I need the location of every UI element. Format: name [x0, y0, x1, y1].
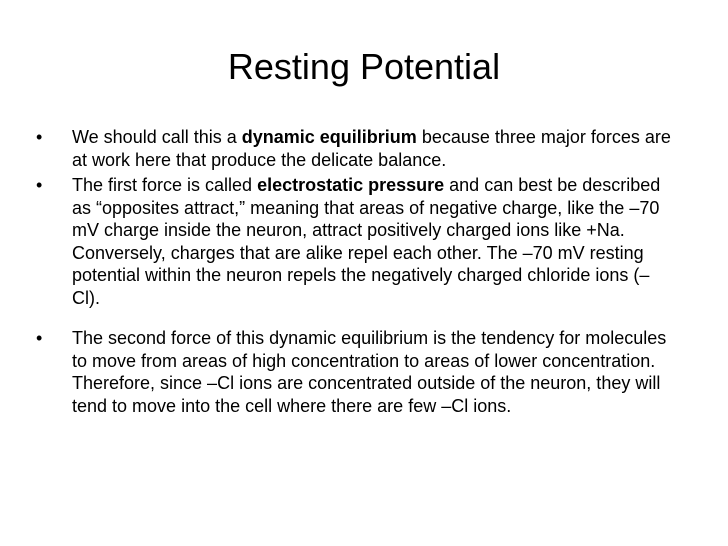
bullet-text — [72, 127, 671, 170]
bullet-text-before: The first force is called — [72, 175, 258, 195]
bullet-icon: • — [36, 328, 43, 348]
bullet-text-after: and can best be described as “opposites attract,” meaning that areas of negative charge, like the –70 mV charge inside the neuron, attract positively charged ions like +Na. Conversely, charges that are alike repel each other. The –70 mV resting potential within the neuron repels the negatively charged chloride ions (–Cl). — [72, 175, 661, 308]
bullet-text-after: because three major forces are at work here that produce the delicate balance. — [72, 127, 671, 170]
bullet-list — [36, 126, 676, 420]
bullet-text-bold: electrostatic pressure — [257, 175, 445, 195]
bullet-text — [72, 175, 660, 308]
bullet-item-2 — [36, 174, 676, 309]
bullet-icon: • — [36, 127, 43, 147]
bullet-item-1 — [36, 126, 676, 171]
bullet-text-bold: dynamic equilibrium — [241, 127, 417, 147]
bullet-text-before: We should call this a — [72, 127, 242, 147]
bullet-icon: • — [36, 175, 43, 195]
bullet-item-3 — [36, 327, 676, 417]
bullet-text: The second force of this dynamic equilibrium is the tendency for molecules to move from areas of high concentration to areas of lower concentration. Therefore, since –Cl ions are concentrated outside of the neuron, they will tend to move into the cell where there are few –Cl ions. — [72, 328, 667, 416]
slide-title: Resting Potential — [227, 46, 501, 87]
